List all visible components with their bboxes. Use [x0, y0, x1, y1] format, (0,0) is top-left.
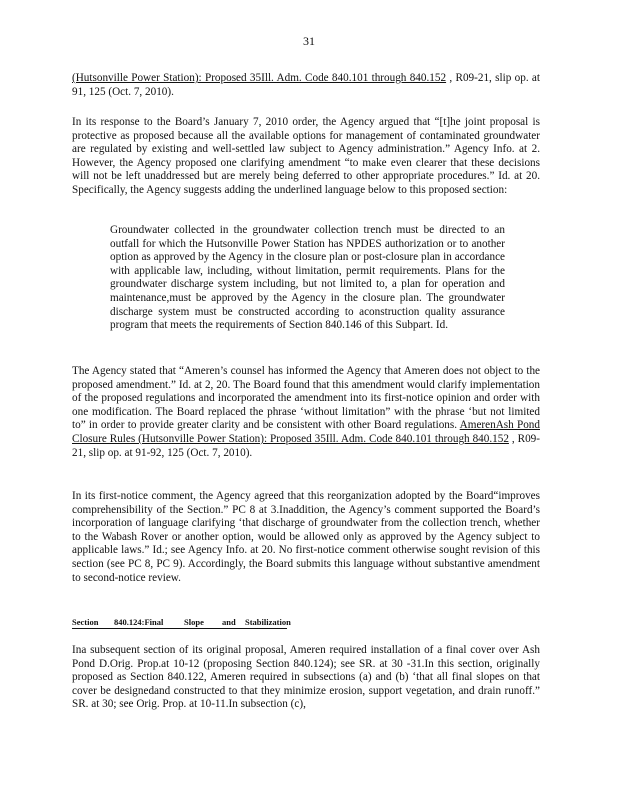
citation-rest: , R09-21, slip op. at 91, 125 (Oct. 7, 2010).	[72, 72, 540, 98]
section-heading	[72, 617, 291, 629]
paragraph-agency-response	[72, 116, 540, 198]
heading-word: Stabilization	[245, 617, 291, 627]
paragraph-intro: The Agency stated that “Ameren’s counsel has informed the Agency that Ameren does not object to the proposed amendment.” Id. at 2, 20. The Board found that this amendment would clarify implementation of the proposed regulations and incorporated the amendment into its first-notice opinion and order with one modification. The Board replaced the phrase ‘without limitation” with the phrase ‘but not limited to” in order to provide greater clarity and be consistent with other Board regulations.	[72, 365, 540, 432]
case-citation: AmerenAsh Pond Closure Rules (Hutsonville Power Station): Proposed 35Ill. Adm. Code 840.101 through 840.152	[72, 419, 540, 445]
paragraph-first-notice-comment	[72, 490, 540, 585]
paragraph-board-amendment	[72, 365, 540, 460]
citation-rest: , R09-21, slip op. at 91-92, 125 (Oct. 7, 2010).	[72, 432, 540, 459]
paragraph-text: In its response to the Board’s January 7, 2010 order, the Agency argued that “[t]he joint proposal is protective as proposed because all the available options for management of contaminated groundwater are regulated by existing and well-settled law subject to Agency administration.” Agency Info. at 2. However, the Agency proposed one clarifying amendment “to make even clearer that these decisions will not be left unaddressed but are merely being deferred to other appropriate procedures.” Id. at 20. Specifically, the Agency suggests adding the underlined language below to this proposed section:	[72, 116, 540, 196]
heading-word: and	[222, 617, 236, 627]
case-citation: (Hutsonville Power Station): Proposed 35Ill. Adm. Code 840.101 through 840.152	[72, 72, 447, 84]
heading-word: Slope	[184, 617, 204, 627]
paragraph-text: Ina subsequent section of its original proposal, Ameren required installation of a final cover over Ash Pond D.Orig. Prop.at 10-12 (proposing Section 840.124); see SR. at 30 -31.In this section, originally proposed as Section 840.122, Ameren required in subsections (a) and (b) ‘that all final slopes on that cover be designedand constructed to that they minimize erosion, support vegetation, and drain runoff.” SR. at 30; see Orig. Prop. at 10-11.In subsection (c),	[72, 644, 540, 711]
quote-text: Groundwater collected in the groundwater collection trench must be directed to an outfall for which the Hutsonville Power Station has NPDES authorization or to another option as approved by the Agency in the closure plan or post-closure plan in accordance with applicable law, including, without limitation, permit requirements. Plans for the groundwater discharge system including, but not limited to, a plan for operation and maintenance,must be approved by the Agency in the closure plan. The groundwater discharge system must be constructed according to aconstruction quality assurance program that meets the requirements of Section 840.146 of this Subpart. Id.	[110, 224, 505, 332]
heading-word: Section	[72, 617, 99, 627]
page-number: 31	[303, 34, 315, 48]
block-quote-proposed-section	[110, 224, 505, 333]
paragraph-continued-citation	[72, 72, 540, 99]
paragraph-text: In its first-notice comment, the Agency agreed that this reorganization adopted by the Board“improves comprehensibility of the Section.” PC 8 at 3.Inaddition, the Agency’s comment supported the Board’s incorporation of language clarifying ‘that discharge of groundwater from the collection trench, whether to the Wabash Rover or another option, would be allowed only as approved by the Agency subject to applicable laws.” Id.; see Agency Info. at 20. No first-notice comment otherwise sought revision of this section (see PC 8, PC 9). Accordingly, the Board submits this language without substantive amendment to second-notice review.	[72, 490, 540, 584]
heading-word: 840.124:Final	[114, 617, 164, 627]
paragraph-final-slope	[72, 644, 540, 712]
